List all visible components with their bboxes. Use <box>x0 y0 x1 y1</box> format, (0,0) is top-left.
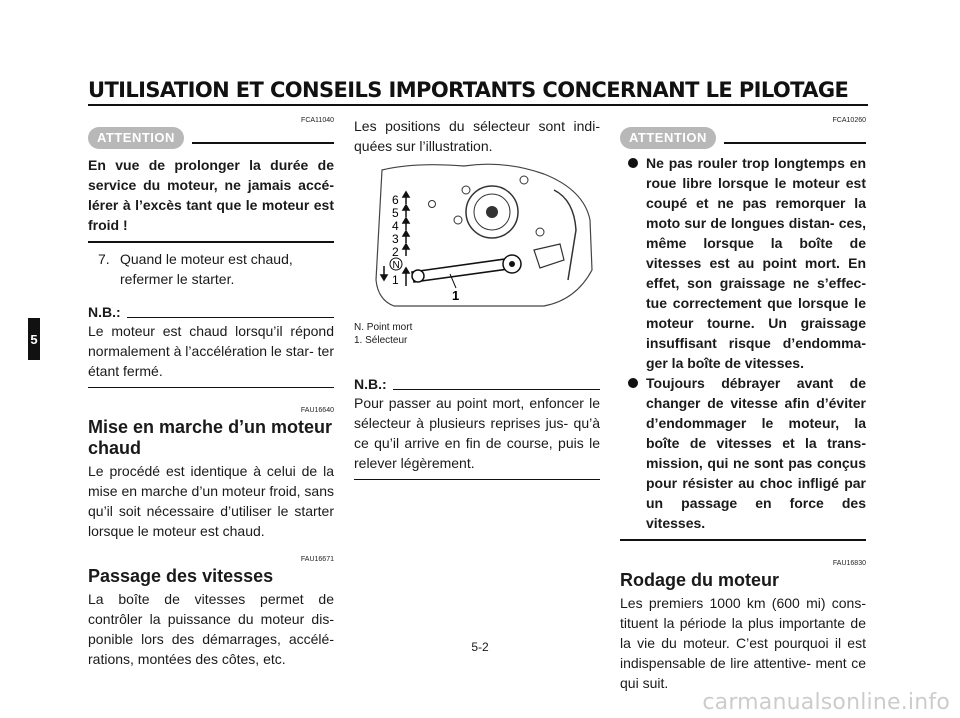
footrest <box>534 244 564 268</box>
gear-label-n: N <box>392 260 400 271</box>
attention-bullet <box>620 153 866 373</box>
column-1 <box>88 116 334 669</box>
gear-label-5: 5 <box>392 206 399 220</box>
attention-code: FCA10260 <box>832 117 866 124</box>
nb-end-rule <box>354 479 600 480</box>
nb-end-rule <box>88 387 334 388</box>
up-arrow-from-1 <box>403 268 409 286</box>
bullet-dot <box>628 378 638 388</box>
bolt <box>429 201 436 208</box>
section-code: FAU16640 <box>300 406 334 414</box>
attention-end-rule <box>88 241 334 243</box>
section-code: FAU16671 <box>300 555 334 563</box>
down-arrow <box>381 266 387 280</box>
bolt <box>454 216 462 224</box>
section-title: Passage des vitesses <box>88 565 274 586</box>
bolt <box>536 228 544 236</box>
attention-header <box>88 127 334 149</box>
section-text: Le procédé est identique à celui de la mise en marche d’un moteur froid, sans qu’il soit nécessaire d’utiliser le starter lorsque le moteur est chaud. <box>88 462 334 539</box>
lever-pivot-center <box>509 261 515 267</box>
page-header-title: UTILISATION ET CONSEILS IMPORTANTS CONCERNANT LE PILOTAGE <box>88 78 849 102</box>
bullet-text: Ne pas rouler trop longtemps en roue libre lorsque le moteur est coupé et ne pas remorquer la moto sur de longues distan- ces, même lorsque la boîte de vitesses est au point mort. En effet, son graissage ne s’effec- tue correctement que lorsque le moteur tourne. Un graissage insuffisant risque d’endomma- ger la boîte de vitesses. <box>646 155 866 371</box>
column-3 <box>620 116 866 693</box>
nb-rule <box>127 317 334 318</box>
attention-code: FCA11040 <box>301 117 334 124</box>
step-7 <box>98 249 334 289</box>
nb-header <box>354 375 600 393</box>
watermark: carmanualsonline.info <box>702 690 950 715</box>
step-number: 7. <box>98 250 110 267</box>
bolt <box>462 186 470 194</box>
attention-badge: ATTENTION <box>88 127 184 149</box>
caption-selector: 1. Sélecteur <box>354 335 408 346</box>
frame-tube <box>554 190 576 280</box>
gear-label-4: 4 <box>392 219 399 233</box>
gear-shift-illustration <box>354 160 600 310</box>
page-number: 5-2 <box>471 640 489 654</box>
nb-label: N.B.: <box>88 303 121 320</box>
bolt <box>520 176 528 184</box>
attention-end-rule <box>620 539 866 541</box>
gear-label-2: 2 <box>392 245 399 259</box>
callout-1: 1 <box>452 288 460 303</box>
nb-label: N.B.: <box>354 376 387 392</box>
header-rule <box>88 104 868 106</box>
nb-text: Pour passer au point mort, enfoncer le sélecteur à plusieurs reprises jus- qu’à ce qu’il arrive en fin de course, puis le relever légèrement. <box>354 395 600 471</box>
attention-badge: ATTENTION <box>620 127 716 149</box>
section-code: FAU16830 <box>832 559 866 567</box>
bullet-dot <box>628 158 638 168</box>
bullet-text: Toujours débrayer avant de changer de vitesse afin d’éviter d’endommager le moteur, la boîte de vitesses et la trans- mission, qui ne sont pas conçus pour résister au choc infligé par un passage en force des vitesses. <box>646 375 866 531</box>
step-text: Quand le moteur est chaud, refermer le starter. <box>120 250 293 287</box>
up-arrows <box>403 192 409 256</box>
shift-lever <box>412 258 516 282</box>
gear-label-6: 6 <box>392 193 399 207</box>
section-text: La boîte de vitesses permet de contrôler la puissance du moteur dis- ponible lors des démarrages, accélé- rations, montées des côtes, etc. <box>88 590 334 667</box>
attention-bullet <box>620 373 866 533</box>
nb-text: Le moteur est chaud lorsqu’il répond normalement à l’accélération le star- ter étant fermé. <box>88 322 334 379</box>
section-title: Mise en marche d’un moteur chaud <box>88 416 333 458</box>
nb-rule <box>393 389 600 390</box>
gear-label-1: 1 <box>392 273 399 287</box>
attention-text: En vue de prolonger la durée de service du moteur, ne jamais accé- lérer à l’excès tant que le moteur est froid ! <box>88 157 334 233</box>
attention-header <box>620 127 866 149</box>
lever-tip <box>412 270 424 282</box>
attention-rule <box>192 142 334 144</box>
gear-label-3: 3 <box>392 232 399 246</box>
section-title: Rodage du moteur <box>620 569 780 590</box>
column-2 <box>354 116 600 480</box>
nb-header <box>88 303 334 321</box>
section-text: Les premiers 1000 km (600 mi) cons- tituent la période la plus importante de la vie du moteur. C’est pourquoi il est indispensable de lire attentive- ment ce qui suit. <box>620 594 866 691</box>
sprocket-hub <box>486 206 498 218</box>
intro-text: Les positions du sélecteur sont indi- quées sur l’illustration. <box>354 118 600 154</box>
caption-neutral: N. Point mort <box>354 322 413 333</box>
chapter-tab: 5 <box>28 318 40 360</box>
attention-rule <box>724 142 866 144</box>
